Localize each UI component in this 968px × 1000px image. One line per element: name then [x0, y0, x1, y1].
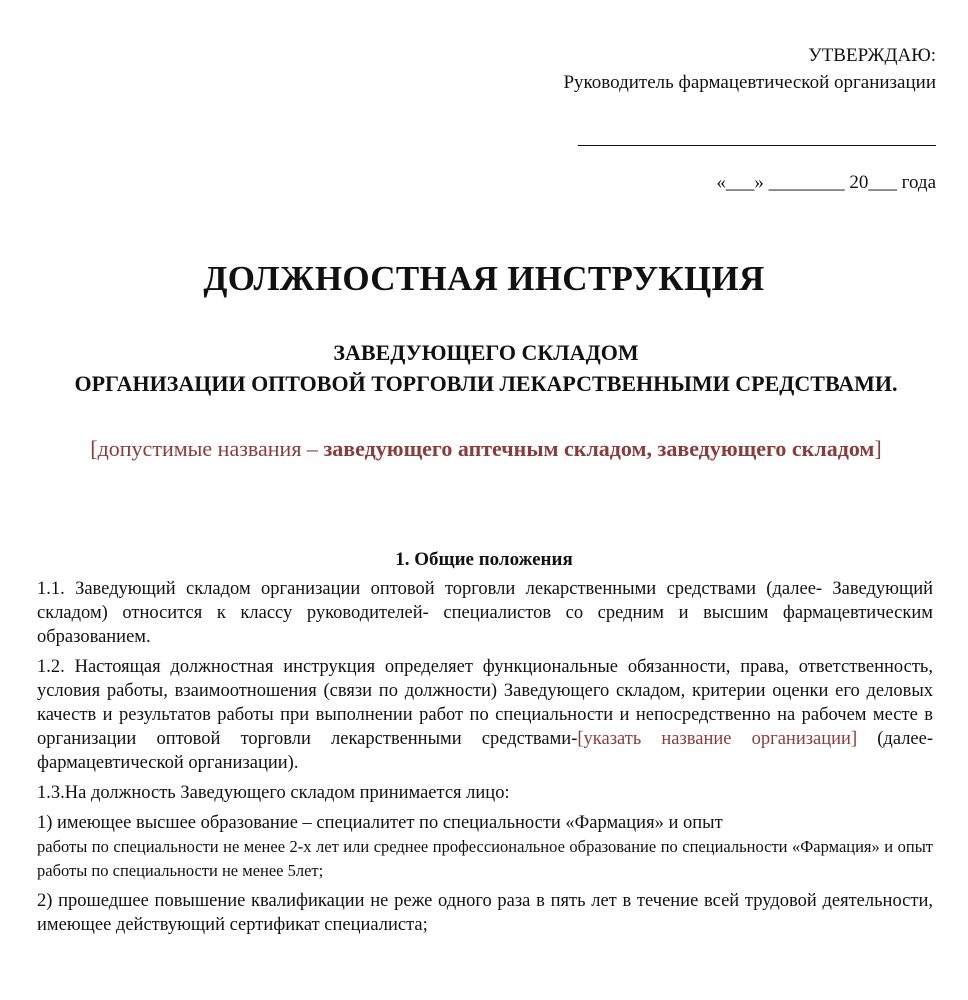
allowed-names: [50, 433, 922, 465]
list-item-1: [37, 811, 933, 883]
list-item-1-rest: работы по специальности не менее 2-х лет или среднее профессиональное образование по специальности «Фармация» и опыт работы по специальности не менее 5лет;: [37, 837, 933, 880]
subtitle-line-1: ЗАВЕДУЮЩЕГО СКЛАДОМ: [333, 340, 639, 365]
organization-placeholder: [указать название организации]: [577, 729, 858, 749]
paragraph-1-3: 1.3.На должность Заведующего складом принимается лицо:: [37, 783, 510, 803]
approval-role: Руководитель фармацевтической организации: [563, 72, 936, 93]
list-item-2: 2) прошедшее повышение квалификации не реже одного раза в пять лет в течение всей трудовой деятельности, имеющее действующий сертификат специалиста;: [37, 891, 933, 935]
document-body: [37, 577, 933, 943]
allowed-names-prefix: [допустимые названия –: [90, 436, 324, 461]
approval-date-line: «___» ________ 20___ года: [716, 172, 936, 193]
allowed-names-suffix: ]: [874, 436, 882, 461]
list-item-1-first-line: 1) имеющее высшее образование – специалитет по специальности «Фармация» и опыт: [37, 813, 723, 833]
paragraph-1-1: 1.1. Заведующий складом организации оптовой торговли лекарственными средствами (далее- Заведующий складом) относится к классу руководителей- специалистов со средним и высшим фармацевтическим образованием.: [37, 579, 933, 647]
approval-label: УТВЕРЖДАЮ:: [808, 45, 936, 66]
paragraph-1-2-tail: (далее- фармацевтической организации).: [37, 729, 934, 773]
section-title: 1. Общие положения: [395, 549, 573, 570]
subtitle-line-2: ОРГАНИЗАЦИИ ОПТОВОЙ ТОРГОВЛИ ЛЕКАРСТВЕННЫМИ СРЕДСТВАМИ.: [74, 371, 898, 396]
document-subtitle: [60, 337, 912, 399]
paragraph-1-2-text: 1.2. Настоящая должностная инструкция определяет функциональные обязанности, права, ответственность, условия работы, взаимоотношения (связи по должности) Заведующего складом, критерии оценки его деловых качеств и результатов работы при выполнении работ по специальности и непосредственно на рабочем месте в организации оптовой торговли лекарственными средствами-: [37, 657, 933, 749]
allowed-names-list: заведующего аптечным складом, заведующего складом: [323, 436, 875, 461]
signature-line: [578, 145, 936, 146]
approval-block: [563, 42, 936, 96]
document-title: ДОЛЖНОСТНАЯ ИНСТРУКЦИЯ: [203, 259, 765, 298]
paragraph-1-2: [37, 655, 933, 775]
